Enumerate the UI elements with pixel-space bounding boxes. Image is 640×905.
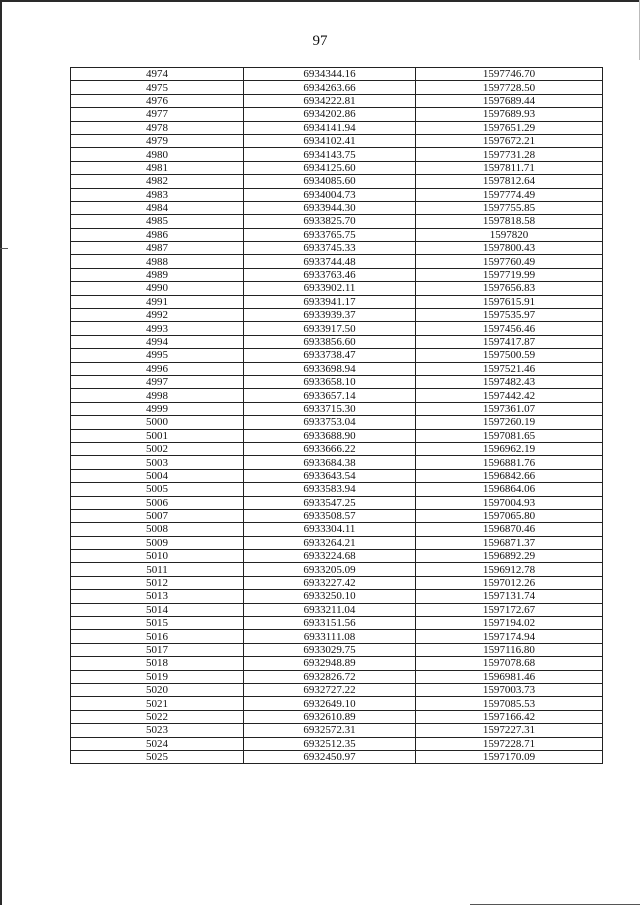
y-coordinate-cell: 1596864.06 [416,483,603,496]
y-coordinate-cell: 1597731.28 [416,148,603,161]
point-number-cell: 4990 [71,282,244,295]
table-row [71,68,603,81]
table-row [71,442,603,455]
x-coordinate-cell: 6934263.66 [244,81,416,94]
x-coordinate-cell: 6933264.21 [244,536,416,549]
table-row [71,724,603,737]
point-number-cell: 5017 [71,643,244,656]
point-number-cell: 4985 [71,215,244,228]
point-number-cell: 4988 [71,255,244,268]
point-number-cell: 5000 [71,416,244,429]
point-number-cell: 5010 [71,550,244,563]
point-number-cell: 4999 [71,402,244,415]
y-coordinate-cell: 1597820 [416,228,603,241]
x-coordinate-cell: 6933583.94 [244,483,416,496]
point-number-cell: 4984 [71,201,244,214]
point-number-cell: 4989 [71,268,244,281]
table-row [71,402,603,415]
table-row [71,496,603,509]
y-coordinate-cell: 1596962.19 [416,442,603,455]
x-coordinate-cell: 6933688.90 [244,429,416,442]
y-coordinate-cell: 1597746.70 [416,68,603,81]
point-number-cell: 5008 [71,523,244,536]
x-coordinate-cell: 6933211.04 [244,603,416,616]
point-number-cell: 5009 [71,536,244,549]
y-coordinate-cell: 1597065.80 [416,509,603,522]
point-number-cell: 5007 [71,509,244,522]
point-number-cell: 5012 [71,576,244,589]
table-row [71,161,603,174]
y-coordinate-cell: 1597174.94 [416,630,603,643]
table-row [71,590,603,603]
y-coordinate-cell: 1597689.44 [416,94,603,107]
x-coordinate-cell: 6933029.75 [244,643,416,656]
x-coordinate-cell: 6934143.75 [244,148,416,161]
table-row [71,228,603,241]
table-row [71,416,603,429]
y-coordinate-cell: 1597361.07 [416,402,603,415]
point-number-cell: 5005 [71,483,244,496]
point-number-cell: 5020 [71,683,244,696]
point-number-cell: 4982 [71,175,244,188]
x-coordinate-cell: 6933944.30 [244,201,416,214]
point-number-cell: 5023 [71,724,244,737]
y-coordinate-cell: 1596912.78 [416,563,603,576]
point-number-cell: 5011 [71,563,244,576]
x-coordinate-cell: 6933753.04 [244,416,416,429]
point-number-cell: 4986 [71,228,244,241]
point-number-cell: 5015 [71,617,244,630]
y-coordinate-cell: 1597728.50 [416,81,603,94]
y-coordinate-cell: 1597656.83 [416,282,603,295]
y-coordinate-cell: 1597521.46 [416,362,603,375]
x-coordinate-cell: 6933856.60 [244,335,416,348]
table-row [71,697,603,710]
point-number-cell: 4995 [71,349,244,362]
y-coordinate-cell: 1597081.65 [416,429,603,442]
table-row [71,710,603,723]
table-row [71,576,603,589]
x-coordinate-cell: 6933643.54 [244,469,416,482]
x-coordinate-cell: 6933715.30 [244,402,416,415]
table-row [71,94,603,107]
x-coordinate-cell: 6932610.89 [244,710,416,723]
point-number-cell: 5021 [71,697,244,710]
y-coordinate-cell: 1597482.43 [416,375,603,388]
x-coordinate-cell: 6934344.16 [244,68,416,81]
x-coordinate-cell: 6932727.22 [244,683,416,696]
y-coordinate-cell: 1597719.99 [416,268,603,281]
x-coordinate-cell: 6933151.56 [244,617,416,630]
y-coordinate-cell: 1597166.42 [416,710,603,723]
table-row [71,469,603,482]
y-coordinate-cell: 1596870.46 [416,523,603,536]
y-coordinate-cell: 1597172.67 [416,603,603,616]
point-number-cell: 4991 [71,295,244,308]
y-coordinate-cell: 1597085.53 [416,697,603,710]
point-number-cell: 5018 [71,657,244,670]
point-number-cell: 5016 [71,630,244,643]
x-coordinate-cell: 6932649.10 [244,697,416,710]
y-coordinate-cell: 1597194.02 [416,617,603,630]
x-coordinate-cell: 6933684.38 [244,456,416,469]
x-coordinate-cell: 6933698.94 [244,362,416,375]
table-row [71,242,603,255]
table-row [71,362,603,375]
x-coordinate-cell: 6932948.89 [244,657,416,670]
y-coordinate-cell: 1596892.29 [416,550,603,563]
point-number-cell: 5001 [71,429,244,442]
table-row [71,617,603,630]
y-coordinate-cell: 1596871.37 [416,536,603,549]
y-coordinate-cell: 1597689.93 [416,108,603,121]
y-coordinate-cell: 1597442.42 [416,389,603,402]
x-coordinate-cell: 6933657.14 [244,389,416,402]
table-row [71,750,603,763]
point-number-cell: 4976 [71,94,244,107]
y-coordinate-cell: 1597170.09 [416,750,603,763]
y-coordinate-cell: 1597417.87 [416,335,603,348]
x-coordinate-cell: 6933744.48 [244,255,416,268]
table-row [71,335,603,348]
point-number-cell: 4977 [71,108,244,121]
point-number-cell: 4981 [71,161,244,174]
x-coordinate-cell: 6933658.10 [244,375,416,388]
x-coordinate-cell: 6932512.35 [244,737,416,750]
y-coordinate-cell: 1597116.80 [416,643,603,656]
table-row [71,670,603,683]
table-row [71,657,603,670]
table-row [71,268,603,281]
table-row [71,215,603,228]
y-coordinate-cell: 1597800.43 [416,242,603,255]
table-row [71,509,603,522]
point-number-cell: 4992 [71,309,244,322]
table-row [71,630,603,643]
table-row [71,188,603,201]
table-row [71,389,603,402]
point-number-cell: 5014 [71,603,244,616]
y-coordinate-cell: 1597004.93 [416,496,603,509]
y-coordinate-cell: 1597615.91 [416,295,603,308]
point-number-cell: 4975 [71,81,244,94]
table-row [71,375,603,388]
point-number-cell: 5022 [71,710,244,723]
x-coordinate-cell: 6933939.37 [244,309,416,322]
x-coordinate-cell: 6932572.31 [244,724,416,737]
table-row [71,295,603,308]
page-number: 97 [312,33,328,49]
table-row [71,322,603,335]
x-coordinate-cell: 6933902.11 [244,282,416,295]
point-number-cell: 4978 [71,121,244,134]
table-row [71,148,603,161]
x-coordinate-cell: 6934085.60 [244,175,416,188]
y-coordinate-cell: 1597651.29 [416,121,603,134]
x-coordinate-cell: 6933205.09 [244,563,416,576]
table-row [71,483,603,496]
x-coordinate-cell: 6933763.46 [244,268,416,281]
point-number-cell: 4987 [71,242,244,255]
table-row [71,523,603,536]
point-number-cell: 5004 [71,469,244,482]
point-number-cell: 4994 [71,335,244,348]
x-coordinate-cell: 6933508.57 [244,509,416,522]
y-coordinate-cell: 1597672.21 [416,134,603,147]
y-coordinate-cell: 1597260.19 [416,416,603,429]
y-coordinate-cell: 1597456.46 [416,322,603,335]
x-coordinate-cell: 6933738.47 [244,349,416,362]
x-coordinate-cell: 6934125.60 [244,161,416,174]
table-row [71,737,603,750]
x-coordinate-cell: 6934102.41 [244,134,416,147]
point-number-cell: 5003 [71,456,244,469]
point-number-cell: 5013 [71,590,244,603]
y-coordinate-cell: 1597500.59 [416,349,603,362]
x-coordinate-cell: 6934222.81 [244,94,416,107]
table-row [71,175,603,188]
table-row [71,309,603,322]
x-coordinate-cell: 6933745.33 [244,242,416,255]
x-coordinate-cell: 6933547.25 [244,496,416,509]
table-row [71,536,603,549]
point-number-cell: 4983 [71,188,244,201]
y-coordinate-cell: 1597227.31 [416,724,603,737]
point-number-cell: 5002 [71,442,244,455]
x-coordinate-cell: 6933825.70 [244,215,416,228]
scan-edge-tick [0,248,8,249]
x-coordinate-cell: 6932450.97 [244,750,416,763]
x-coordinate-cell: 6934202.86 [244,108,416,121]
y-coordinate-cell: 1597760.49 [416,255,603,268]
point-number-cell: 4980 [71,148,244,161]
x-coordinate-cell: 6933111.08 [244,630,416,643]
table-row [71,349,603,362]
y-coordinate-cell: 1597811.71 [416,161,603,174]
coordinates-table [70,67,603,764]
y-coordinate-cell: 1597818.58 [416,215,603,228]
y-coordinate-cell: 1597812.64 [416,175,603,188]
coordinates-table-body [71,68,603,764]
scan-edge-top [0,0,640,2]
table-row [71,121,603,134]
x-coordinate-cell: 6933224.68 [244,550,416,563]
point-number-cell: 5019 [71,670,244,683]
table-row [71,550,603,563]
table-row [71,134,603,147]
y-coordinate-cell: 1597755.85 [416,201,603,214]
table-row [71,563,603,576]
point-number-cell: 4998 [71,389,244,402]
y-coordinate-cell: 1597131.74 [416,590,603,603]
table-row [71,683,603,696]
table-row [71,603,603,616]
scan-edge-left [0,0,2,905]
table-row [71,81,603,94]
table-row [71,255,603,268]
x-coordinate-cell: 6933304.11 [244,523,416,536]
x-coordinate-cell: 6933227.42 [244,576,416,589]
y-coordinate-cell: 1597774.49 [416,188,603,201]
x-coordinate-cell: 6933666.22 [244,442,416,455]
point-number-cell: 4993 [71,322,244,335]
x-coordinate-cell: 6934004.73 [244,188,416,201]
y-coordinate-cell: 1596881.76 [416,456,603,469]
table-row [71,282,603,295]
point-number-cell: 4974 [71,68,244,81]
point-number-cell: 4979 [71,134,244,147]
table-row [71,643,603,656]
point-number-cell: 4997 [71,375,244,388]
table-row [71,456,603,469]
point-number-cell: 5006 [71,496,244,509]
y-coordinate-cell: 1597012.26 [416,576,603,589]
x-coordinate-cell: 6933765.75 [244,228,416,241]
y-coordinate-cell: 1596842.66 [416,469,603,482]
x-coordinate-cell: 6932826.72 [244,670,416,683]
x-coordinate-cell: 6933917.50 [244,322,416,335]
point-number-cell: 5024 [71,737,244,750]
x-coordinate-cell: 6933250.10 [244,590,416,603]
table-row [71,201,603,214]
x-coordinate-cell: 6934141.94 [244,121,416,134]
y-coordinate-cell: 1597228.71 [416,737,603,750]
y-coordinate-cell: 1597535.97 [416,309,603,322]
y-coordinate-cell: 1597078.68 [416,657,603,670]
point-number-cell: 5025 [71,750,244,763]
y-coordinate-cell: 1597003.73 [416,683,603,696]
table-row [71,429,603,442]
point-number-cell: 4996 [71,362,244,375]
y-coordinate-cell: 1596981.46 [416,670,603,683]
table-row [71,108,603,121]
x-coordinate-cell: 6933941.17 [244,295,416,308]
